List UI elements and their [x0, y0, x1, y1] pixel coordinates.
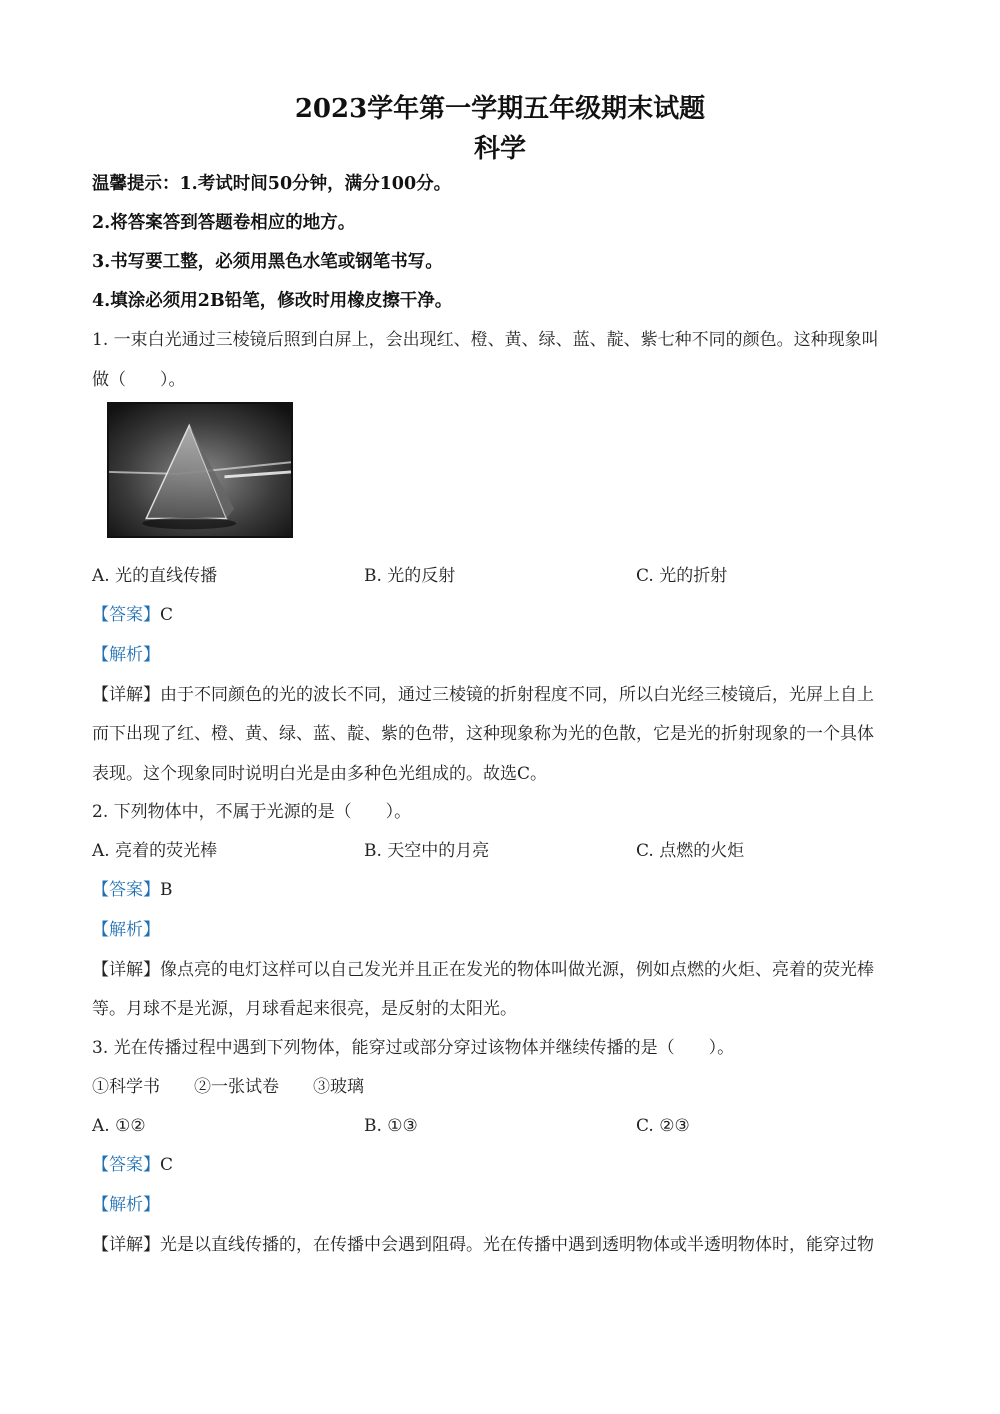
q3-analysis	[92, 1194, 912, 1216]
q1-option-c: C. 光的折射	[636, 566, 728, 586]
subject-title: 科学	[473, 134, 526, 164]
q2-option-c: C. 点燃的火炬	[636, 841, 745, 861]
q3-stem: 3. 光在传播过程中遇到下列物体，能穿过或部分穿过该物体并继续传播的是（ ）。	[92, 1038, 735, 1058]
q1-detail-text1: 由于不同颜色的光的波长不同，通过三棱镜的折射程度不同，所以白光经三棱镜后，光屏上自上	[160, 685, 874, 705]
analysis-tag: 【解析】	[92, 645, 160, 665]
q1-stem-line2: 做（ ）。	[92, 370, 186, 390]
q2-detail-line2: 等。月球不是光源，月球看起来很亮，是反射的太阳光。	[92, 999, 517, 1019]
q1-option-a: A. 光的直线传播	[92, 566, 218, 586]
detail-tag: 【详解】	[92, 1235, 160, 1255]
detail-tag: 【详解】	[92, 960, 160, 980]
q3-detail-text1: 光是以直线传播的，在传播中会遇到阻碍。光在传播中遇到透明物体或半透明物体时，能穿过物	[160, 1235, 874, 1255]
q3-option-a: A. ①②	[92, 1116, 146, 1136]
tip-2: 2.将答案答到答题卷相应的地方。	[92, 213, 356, 233]
answer-tag: 【答案】	[92, 605, 160, 625]
q2-detail-line1	[92, 959, 912, 981]
detail-tag: 【详解】	[92, 685, 160, 705]
q3-items: ①科学书 ②一张试卷 ③玻璃	[92, 1077, 364, 1097]
q2-option-a: A. 亮着的荧光棒	[92, 841, 218, 861]
q1-analysis	[92, 644, 912, 666]
tip-3: 3.书写要工整，必须用黑色水笔或钢笔书写。	[92, 252, 443, 272]
q1-stem-line1: 1. 一束白光通过三棱镜后照到白屏上，会出现红、橙、黄、绿、蓝、靛、紫七种不同的颜色。这种现象叫	[92, 330, 879, 350]
q1-option-b: B. 光的反射	[364, 566, 456, 586]
q3-detail-line1	[92, 1234, 912, 1256]
q1-answer	[92, 604, 912, 626]
tip-4: 4.填涂必须用2B铅笔，修改时用橡皮擦干净。	[92, 291, 453, 311]
q2-answer-value: B	[160, 880, 173, 900]
prism-illustration	[109, 404, 291, 536]
analysis-tag: 【解析】	[92, 920, 160, 940]
q2-detail-text1: 像点亮的电灯这样可以自己发光并且正在发光的物体叫做光源，例如点燃的火炬、亮着的荧光棒	[160, 960, 874, 980]
answer-tag: 【答案】	[92, 880, 160, 900]
q1-detail-line1	[92, 684, 912, 706]
q1-detail-line2: 而下出现了红、橙、黄、绿、蓝、靛、紫的色带，这种现象称为光的色散，它是光的折射现象的一个具体	[92, 724, 874, 744]
q1-detail-line3: 表现。这个现象同时说明白光是由多种色光组成的。故选C。	[92, 764, 548, 784]
q3-option-b: B. ①③	[364, 1116, 418, 1136]
q1-answer-value: C	[160, 605, 174, 625]
q3-option-c: C. ②③	[636, 1116, 690, 1136]
q2-answer	[92, 879, 912, 901]
q2-stem: 2. 下列物体中，不属于光源的是（ ）。	[92, 802, 412, 822]
q3-answer-value: C	[160, 1155, 174, 1175]
exam-title: 2023学年第一学期五年级期末试题	[294, 94, 706, 124]
analysis-tag: 【解析】	[92, 1195, 160, 1215]
q3-answer	[92, 1154, 912, 1176]
q2-option-b: B. 天空中的月亮	[364, 841, 490, 861]
answer-tag: 【答案】	[92, 1155, 160, 1175]
tip-1: 温馨提示：1.考试时间50分钟，满分100分。	[92, 174, 452, 194]
prism-photo	[107, 402, 293, 538]
q2-analysis	[92, 919, 912, 941]
